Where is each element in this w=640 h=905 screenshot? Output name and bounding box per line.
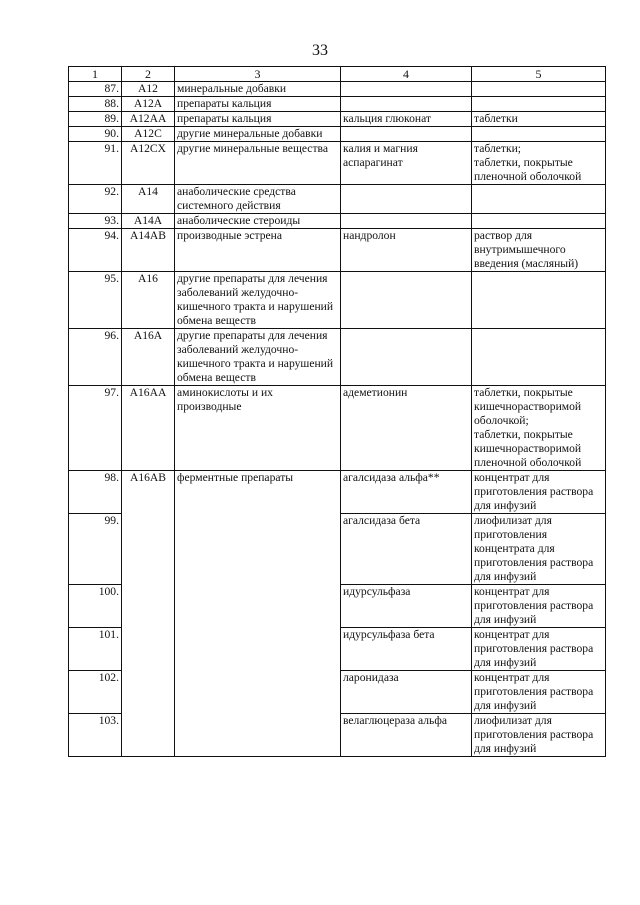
- table-row: [69, 329, 606, 386]
- dosage-form: концентрат для приготовления раствора для инфузий: [472, 628, 606, 671]
- atc-group-name: препараты кальция: [175, 97, 341, 112]
- dosage-form: [472, 97, 606, 112]
- row-number: 102.: [69, 671, 122, 714]
- dosage-form: лиофилизат для приготовления раствора для инфузий: [472, 714, 606, 757]
- dosage-form: [472, 329, 606, 386]
- table-row: [69, 82, 606, 97]
- atc-code: A14: [122, 185, 175, 214]
- atc-group-name: аминокислоты и их производные: [175, 386, 341, 471]
- atc-group-name: анаболические стероиды: [175, 214, 341, 229]
- atc-group-name: производные эстрена: [175, 229, 341, 272]
- drug-name: адеметионин: [341, 386, 472, 471]
- row-number: 92.: [69, 185, 122, 214]
- drug-name: [341, 272, 472, 329]
- table-row: [69, 386, 606, 471]
- row-number: 95.: [69, 272, 122, 329]
- atc-group-name: другие препараты для лечения заболеваний желудочно-кишечного тракта и нарушений обмена веществ: [175, 329, 341, 386]
- drug-name: агалсидаза альфа**: [341, 471, 472, 514]
- atc-group-name: минеральные добавки: [175, 82, 341, 97]
- dosage-form: таблетки; таблетки, покрытые пленочной оболочкой: [472, 142, 606, 185]
- row-number: 99.: [69, 514, 122, 585]
- atc-code: A16A: [122, 329, 175, 386]
- atc-code: A16: [122, 272, 175, 329]
- row-number: 96.: [69, 329, 122, 386]
- header-col-3: 3: [175, 67, 341, 82]
- atc-group-name: препараты кальция: [175, 112, 341, 127]
- dosage-form: [472, 82, 606, 97]
- atc-code: A16AB: [122, 471, 175, 757]
- table-body: [69, 82, 606, 757]
- atc-code: A14A: [122, 214, 175, 229]
- dosage-form: [472, 272, 606, 329]
- drug-name: [341, 127, 472, 142]
- drug-name: идурсульфаза бета: [341, 628, 472, 671]
- table-row: [69, 112, 606, 127]
- page-number: 33: [312, 42, 328, 59]
- table-row: [69, 229, 606, 272]
- atc-code: A12: [122, 82, 175, 97]
- dosage-form: таблетки: [472, 112, 606, 127]
- header-col-1: 1: [69, 67, 122, 82]
- row-number: 100.: [69, 585, 122, 628]
- table-row: [69, 272, 606, 329]
- dosage-form: [472, 185, 606, 214]
- drug-name: ларонидаза: [341, 671, 472, 714]
- drug-name: [341, 82, 472, 97]
- atc-group-name: анаболические средства системного действия: [175, 185, 341, 214]
- row-number: 98.: [69, 471, 122, 514]
- atc-code: A12AA: [122, 112, 175, 127]
- row-number: 87.: [69, 82, 122, 97]
- dosage-form: концентрат для приготовления раствора для инфузий: [472, 585, 606, 628]
- drug-name: калия и магния аспарагинат: [341, 142, 472, 185]
- dosage-form: лиофилизат для приготовления концентрата для приготовления раствора для инфузий: [472, 514, 606, 585]
- row-number: 89.: [69, 112, 122, 127]
- dosage-form: раствор для внутримышечного введения (масляный): [472, 229, 606, 272]
- atc-code: A14AB: [122, 229, 175, 272]
- atc-group-name: другие минеральные добавки: [175, 127, 341, 142]
- table-row: [69, 214, 606, 229]
- drug-name: нандролон: [341, 229, 472, 272]
- dosage-form: [472, 214, 606, 229]
- atc-code: A12C: [122, 127, 175, 142]
- row-number: 101.: [69, 628, 122, 671]
- drug-name: агалсидаза бета: [341, 514, 472, 585]
- drug-name: идурсульфаза: [341, 585, 472, 628]
- table-row: [69, 471, 606, 514]
- drug-name: [341, 329, 472, 386]
- header-col-4: 4: [341, 67, 472, 82]
- table-row: [69, 185, 606, 214]
- table-row: [69, 142, 606, 185]
- header-col-5: 5: [472, 67, 606, 82]
- row-number: 90.: [69, 127, 122, 142]
- dosage-form: концентрат для приготовления раствора для инфузий: [472, 671, 606, 714]
- drug-name: велаглюцераза альфа: [341, 714, 472, 757]
- row-number: 88.: [69, 97, 122, 112]
- atc-group-name: другие минеральные вещества: [175, 142, 341, 185]
- drug-name: [341, 97, 472, 112]
- atc-group-name: другие препараты для лечения заболеваний желудочно-кишечного тракта и нарушений обмена веществ: [175, 272, 341, 329]
- header-col-2: 2: [122, 67, 175, 82]
- atc-code: A12A: [122, 97, 175, 112]
- row-number: 94.: [69, 229, 122, 272]
- dosage-form: [472, 127, 606, 142]
- atc-code: A16AA: [122, 386, 175, 471]
- drug-name: кальция глюконат: [341, 112, 472, 127]
- table-row: [69, 97, 606, 112]
- drug-name: [341, 185, 472, 214]
- drug-list-table: [68, 66, 606, 757]
- row-number: 103.: [69, 714, 122, 757]
- row-number: 97.: [69, 386, 122, 471]
- table-row: [69, 127, 606, 142]
- table-header-row: [69, 67, 606, 82]
- row-number: 93.: [69, 214, 122, 229]
- atc-code: A12CX: [122, 142, 175, 185]
- drug-name: [341, 214, 472, 229]
- row-number: 91.: [69, 142, 122, 185]
- dosage-form: таблетки, покрытые кишечнорастворимой оболочкой; таблетки, покрытые кишечнорастворимой пленочной оболочкой: [472, 386, 606, 471]
- dosage-form: концентрат для приготовления раствора для инфузий: [472, 471, 606, 514]
- atc-group-name: ферментные препараты: [175, 471, 341, 757]
